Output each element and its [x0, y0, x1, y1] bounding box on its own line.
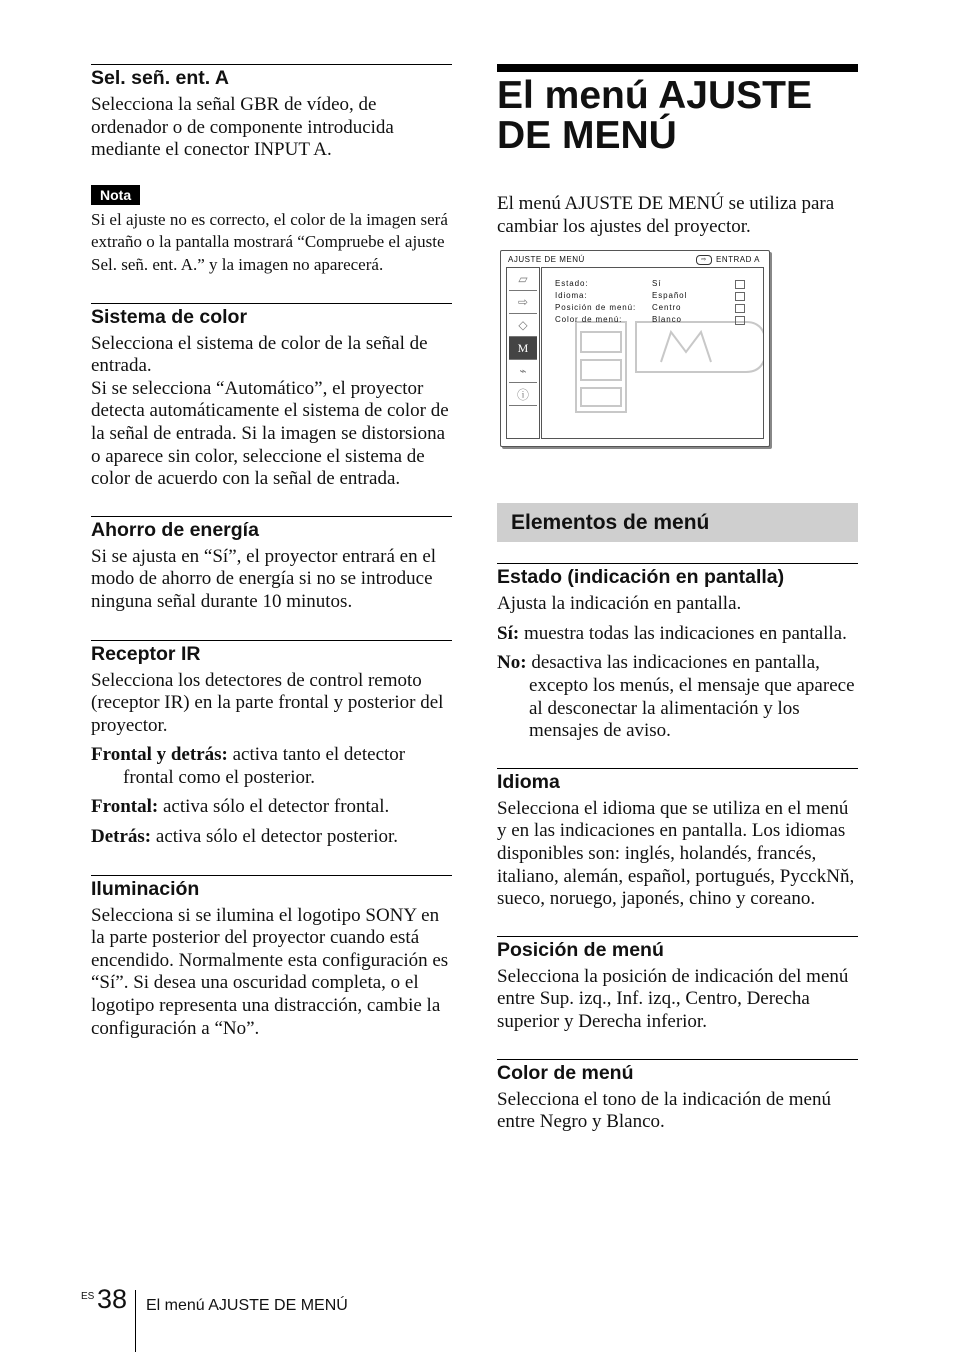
section-title: Receptor IR — [91, 642, 201, 665]
osd-row-value: Español — [652, 291, 688, 301]
info-menu-icon: ⓘ — [509, 383, 537, 406]
section-estado — [497, 563, 858, 743]
page-title: El menú AJUSTE DE MENÚ — [497, 64, 858, 156]
osd-row — [555, 290, 755, 302]
section-body: Selecciona el idioma que se utiliza en el menú y en las indicaciones en pantalla. Los idiomas disponibles son: inglés, holandés, francés, italiano, alemán, español, portugués, PycckNň, sueco, noruego, japonés, chino y coreano. — [497, 797, 855, 910]
footer-language: ES — [81, 1291, 95, 1302]
osd-header-title: AJUSTE DE MENÚ — [508, 255, 585, 265]
osd-row-label: Color de menú: — [555, 315, 623, 325]
section-title: Ahorro de energía — [91, 518, 259, 541]
section-body: Si se ajusta en “Sí”, el proyector entrará en el modo de ahorro de energía si no se introduce ninguna señal durante 10 minutos. — [91, 545, 437, 612]
osd-row — [555, 314, 755, 326]
option-term: Sí: — [497, 622, 520, 644]
section-body: Selecciona el tono de la indicación de menú entre Negro y Blanco. — [497, 1088, 831, 1133]
position-icon — [735, 304, 745, 313]
intro-text: El menú AJUSTE DE MENÚ se utiliza para cambiar los ajustes del proyector. — [497, 193, 835, 237]
osd-header-input — [696, 255, 760, 265]
option-term: Detrás: — [91, 826, 152, 848]
section-body: Ajusta la indicación en pantalla. — [497, 593, 742, 615]
section-body: Selecciona los detectores de control remoto (receptor IR) en la parte frontal y posterior del proyector. — [91, 669, 444, 736]
option-item — [91, 796, 452, 819]
section-body: Selecciona la posición de indicación del menú entre Sup. izq., Inf. izq., Centro, Derecha superior y Derecha inferior. — [497, 965, 849, 1032]
footer-label: El menú AJUSTE DE MENÚ — [146, 1297, 348, 1314]
osd-row-label: Idioma: — [555, 291, 588, 301]
note-badge: Nota — [91, 185, 140, 205]
section-title: Idioma — [497, 770, 560, 793]
osd-row — [555, 278, 755, 290]
right-column — [497, 64, 858, 1134]
option-item — [91, 744, 452, 789]
option-item — [497, 623, 858, 646]
section-iluminacion — [91, 875, 452, 1041]
option-text: activa sólo el detector posterior. — [151, 826, 399, 848]
left-column — [91, 64, 452, 1040]
subsection-heading: Elementos de menú — [497, 503, 858, 542]
osd-header — [506, 254, 764, 266]
osd-row-label: Posición de menú: — [555, 303, 637, 313]
setup-menu-icon: ◇ — [509, 314, 537, 337]
section-title: Color de menú — [497, 1061, 634, 1084]
section-body: Selecciona el sistema de color de la señal de entrada. — [91, 332, 428, 377]
osd-row — [555, 302, 755, 314]
option-item — [497, 652, 858, 742]
section-body: Si se selecciona “Automático”, el proyector detecta automáticamente el sistema de color de la señal de entrada. Si la imagen se distorsiona o aparece sin color, seleccione el sistema de color de acuerdo con la señal de entrada. — [91, 377, 449, 490]
section-posicion-menu — [497, 936, 858, 1034]
section-title: Sel. señ. ent. A — [91, 67, 229, 89]
note-text: Si el ajuste no es correcto, el color de la imagen será extraño o la pantalla mostrará “Compruebe el ajuste Sel. señ. ent. A.” y la imagen no aparecerá. — [91, 209, 448, 274]
footer-divider — [135, 1290, 136, 1352]
page-number: 38 — [97, 1284, 128, 1314]
option-term: No: — [497, 652, 527, 674]
section-sistema-color — [91, 303, 452, 491]
osd-input-label: ENTRAD A — [715, 255, 760, 265]
language-icon — [735, 292, 745, 301]
option-text: desactiva las indicaciones en pantalla, excepto los menús, el mensaje que aparece al desconectar la alimentación y los mensajes de aviso. — [526, 652, 855, 742]
section-title: Sistema de color — [91, 305, 248, 328]
osd-row-value: Sí — [652, 279, 662, 289]
option-term: Frontal y detrás: — [91, 744, 228, 766]
osd-rows — [555, 278, 755, 326]
input-icon: ⇨ — [696, 255, 712, 265]
osd-row-label: Estado: — [555, 279, 589, 289]
section-color-menu — [497, 1059, 858, 1134]
option-term: Frontal: — [91, 796, 159, 818]
osd-row-value: Blanco — [652, 315, 682, 325]
osd-row-value: Centro — [652, 303, 682, 313]
color-icon — [735, 316, 745, 325]
option-text: muestra todas las indicaciones en pantalla. — [519, 622, 847, 644]
osd-settings-panel — [541, 267, 764, 439]
status-icon — [735, 280, 745, 289]
section-receptor-ir — [91, 640, 452, 849]
input-menu-icon: ⇨ — [509, 291, 537, 314]
section-title: Estado (indicación en pantalla) — [497, 566, 785, 589]
option-text: activa sólo el detector frontal. — [158, 796, 390, 818]
option-item — [91, 826, 452, 849]
section-title: Posición de menú — [497, 938, 664, 961]
osd-menu-icons — [506, 267, 540, 439]
section-idioma — [497, 768, 858, 911]
installation-menu-icon: ⌁ — [509, 360, 537, 383]
section-ahorro-energia — [91, 516, 452, 614]
section-title: Iluminación — [91, 877, 200, 900]
picture-menu-icon: ▱ — [509, 268, 537, 291]
section-sel-senal — [91, 64, 452, 277]
osd-menu-figure — [500, 250, 770, 447]
option-text: activa tanto el detector frontal como el posterior. — [123, 744, 406, 788]
section-body: Selecciona si se ilumina el logotipo SONY en la parte posterior del proyector cuando está encendido. Normalmente esta configuración es “Sí”. Si desea una oscuridad completa, o el logotipo representa una distracción, cambie la configuración a “No”. — [91, 904, 449, 1039]
menu-setting-icon: M — [509, 337, 537, 360]
section-body: Selecciona la señal GBR de vídeo, de ordenador o de componente introducida mediante el conector INPUT A. — [91, 94, 394, 161]
